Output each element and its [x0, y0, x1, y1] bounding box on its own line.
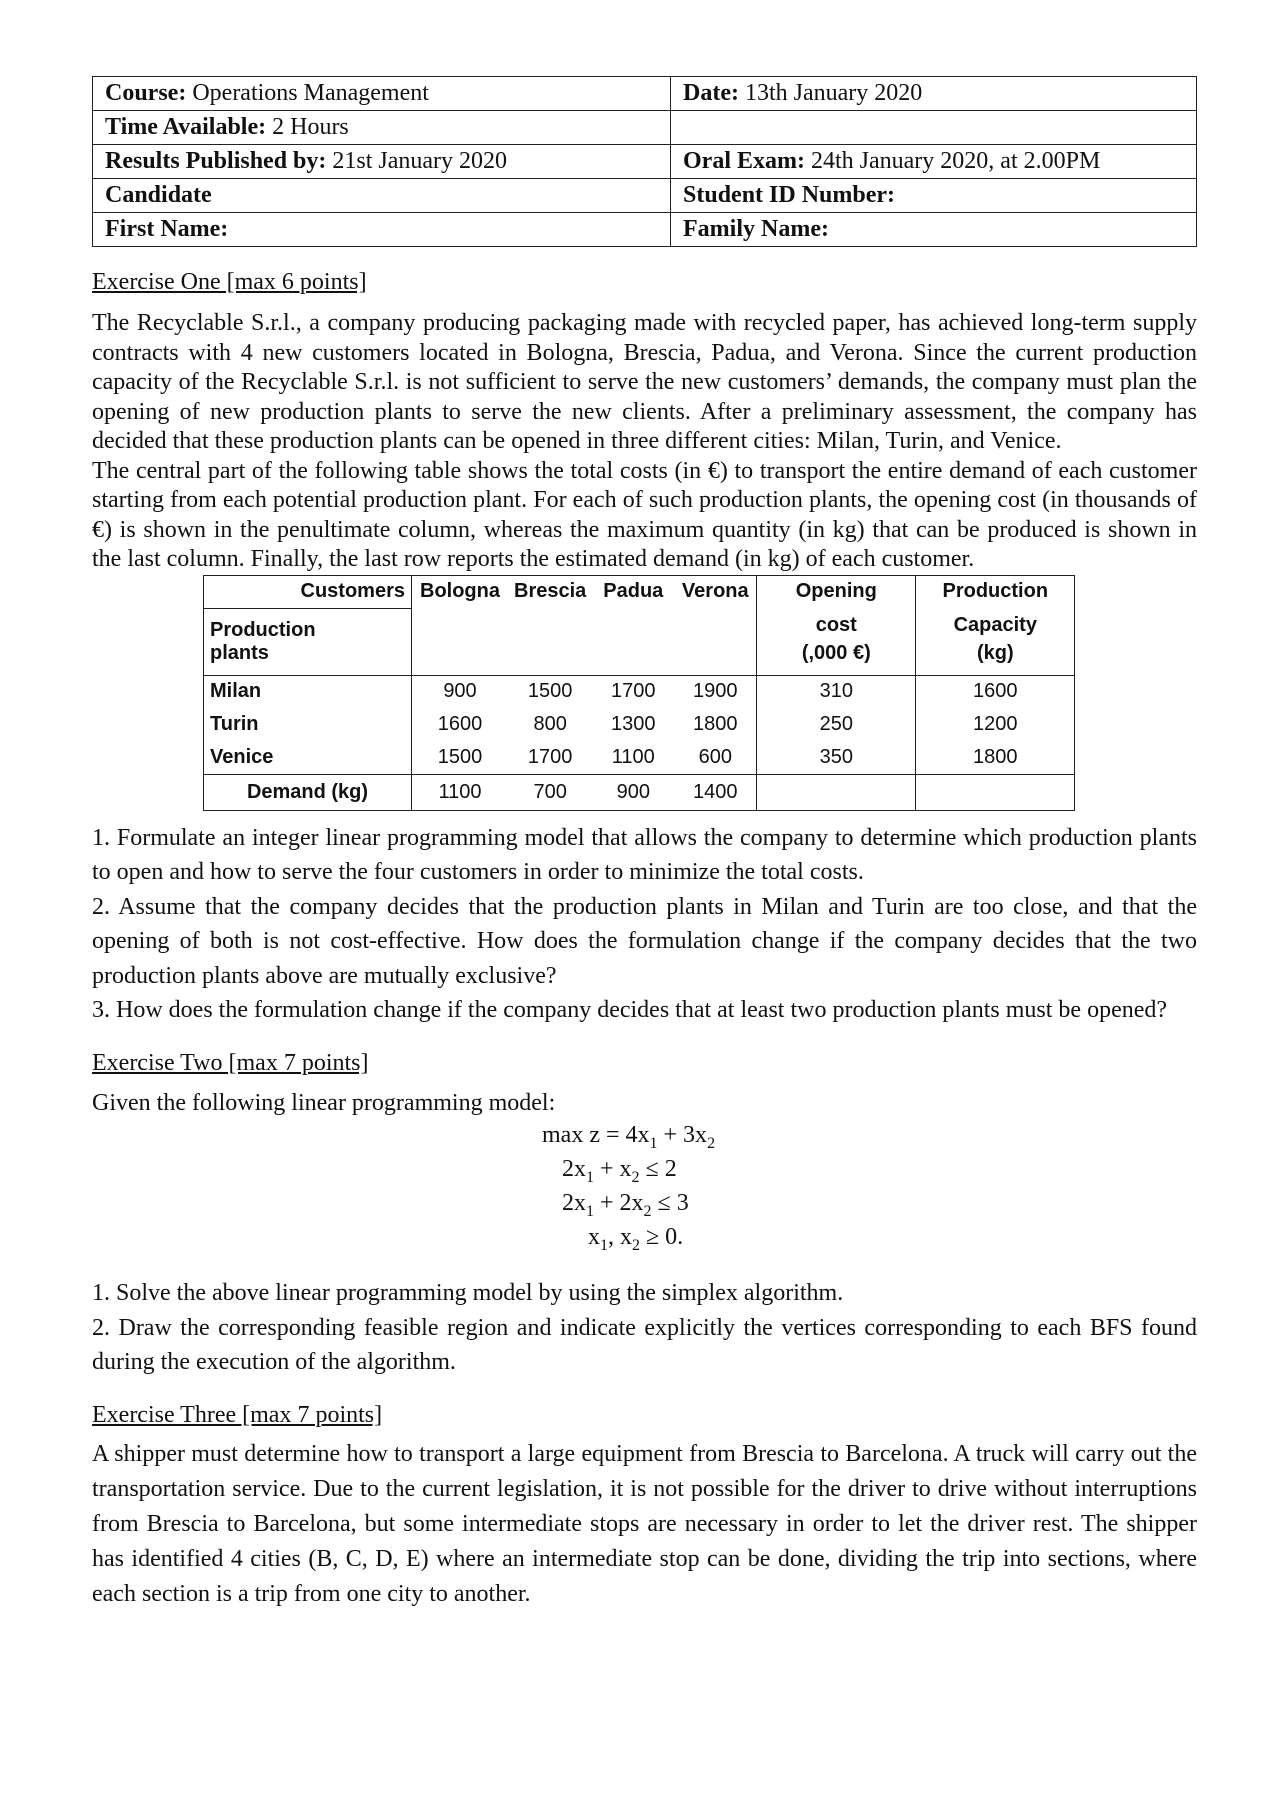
table-row	[204, 708, 1075, 741]
demand-label: Demand (kg)	[204, 774, 412, 810]
opening-cost-header-3: (,000 €)	[757, 642, 916, 675]
exercise-one-question-3: 3. How does the formulation change if the company decides that at least two production plants must be opened?	[92, 997, 1168, 1023]
capacity-header-1: Production	[916, 575, 1075, 608]
opening-cost-cell: 350	[757, 741, 916, 774]
student-id-cell: Student ID Number:	[671, 179, 1197, 213]
exercise-three-paragraph: A shipper must determine how to transport a large equipment from Brescia to Barcelona. A truck will carry out the transportation service. Due to the current legislation, it is not possible for the driver to drive without interruptions from Brescia to Barcelona, but some intermediate stops are necessary in order to let the driver rest. The shipper has identified 4 cities (B, C, D, E) where an intermediate stop can be done, dividing the trip into sections, where each section is a trip from one city to another.	[92, 1440, 1197, 1607]
customer-header: Brescia	[508, 575, 592, 608]
cost-cell: 1900	[674, 675, 757, 708]
exercise-one-paragraph-1: The Recyclable S.r.l., a company producing packaging made with recycled paper, has achieved long-term supply contracts with 4 new customers located in Bologna, Brescia, Padua, and Verona. Since the current production capacity of the Recyclable S.r.l. is not sufficient to serve the new customers’ demands, the company must plan the opening of new production plants to serve the new clients. After a preliminary assessment, the company has decided that these production plants can be opened in three different cities: Milan, Turin, and Venice.	[92, 310, 1197, 454]
customer-header: Padua	[592, 575, 674, 608]
capacity-cell: 1800	[916, 741, 1075, 774]
exercise-two-intro: Given the following linear programming model:	[92, 1089, 556, 1116]
cost-cell: 900	[412, 675, 509, 708]
candidate-cell: Candidate	[93, 179, 671, 213]
demand-cell: 700	[508, 774, 592, 810]
exercise-one-question-1: 1. Formulate an integer linear programming model that allows the company to determine which production plants to open and how to serve the four customers in order to minimize the total costs.	[92, 824, 1197, 885]
customers-header: Customers	[204, 575, 412, 608]
demand-cell: 1400	[674, 774, 757, 810]
exercise-one-question-2: 2. Assume that the company decides that the production plants in Milan and Turin are too close, and that the opening of both is not cost-effective. How does the formulation change if the company decides that the two production plants above are mutually exclusive?	[92, 893, 1197, 989]
course-cell: Course: Operations Management	[93, 77, 671, 111]
table-row	[204, 675, 1075, 708]
capacity-header-3: (kg)	[916, 642, 1075, 675]
plant-name: Venice	[204, 741, 412, 774]
first-name-cell: First Name:	[93, 213, 671, 247]
lp-model	[92, 1118, 1197, 1254]
cost-table	[203, 575, 1075, 811]
demand-cell: 900	[592, 774, 674, 810]
results-cell: Results Published by: 21st January 2020	[93, 145, 671, 179]
family-name-cell: Family Name:	[671, 213, 1197, 247]
oral-exam-cell: Oral Exam: 24th January 2020, at 2.00PM	[671, 145, 1197, 179]
plants-header-2: plants	[204, 642, 412, 675]
exercise-one-paragraph-2: The central part of the following table shows the total costs (in €) to transport the entire demand of each customer starting from each potential production plant. For each of such production plants, the opening cost (in thousands of €) is shown in the penultimate column, whereas the maximum quantity (in kg) that can be produced is shown in the last column. Finally, the last row reports the estimated demand (in kg) of each customer.	[92, 457, 1197, 572]
exercise-one-title: Exercise One [max 6 points]	[92, 269, 367, 295]
cost-cell: 1100	[592, 741, 674, 774]
non-negativity: $x_1$, $x_2 \ge 0$.	[588, 1224, 684, 1254]
exercise-two-title: Exercise Two [max 7 points]	[92, 1049, 369, 1076]
exercise-three-title: Exercise Three [max 7 points]	[92, 1401, 383, 1428]
cost-cell: 1800	[674, 708, 757, 741]
cost-cell: 800	[533, 713, 567, 735]
cost-cell: 1300	[611, 713, 656, 735]
constraint-2: $2x_1 + 2x_2 \le 3$	[562, 1190, 689, 1220]
demand-cell: 1100	[412, 774, 509, 810]
objective-function: $\max z = 4x_1 + 3x_2$	[542, 1122, 716, 1152]
opening-cost-header-2: cost	[757, 608, 916, 642]
plant-name: Milan	[204, 675, 412, 708]
header-table	[92, 76, 1197, 247]
constraint-1: $2x_1 + x_2 \le 2$	[562, 1156, 677, 1186]
capacity-cell: 1200	[916, 708, 1075, 741]
demand-row	[204, 774, 1075, 810]
exam-page	[92, 76, 1197, 1612]
cost-cell: 1500	[527, 680, 573, 703]
time-cell: Time Available: 2 Hours	[93, 111, 671, 145]
date-cell: Date: 13th January 2020	[671, 77, 1197, 111]
cost-cell: 1600	[412, 708, 509, 741]
cost-cell: 600	[674, 741, 757, 774]
customer-header: Bologna	[412, 575, 509, 608]
cost-cell: 1700	[508, 741, 592, 774]
table-row	[204, 741, 1075, 774]
exercise-two-question-1: 1. Solve the above linear programming model by using the simplex algorithm.	[92, 1280, 844, 1306]
empty-cell	[671, 111, 1197, 145]
plant-name: Turin	[204, 708, 412, 741]
capacity-cell: 1600	[916, 675, 1075, 708]
cost-cell: 1500	[412, 741, 509, 774]
exercise-two-question-2: 2. Draw the corresponding feasible region and indicate explicitly the vertices corresponding to each BFS found during the execution of the algorithm.	[92, 1314, 1197, 1375]
opening-cost-cell: 250	[757, 708, 916, 741]
cost-cell: 1700	[611, 680, 656, 703]
opening-cost-header-1: Opening	[757, 575, 916, 608]
plants-header-1: Production	[204, 608, 412, 642]
opening-cost-cell: 310	[757, 675, 916, 708]
customer-header: Verona	[674, 575, 757, 608]
capacity-header-2: Capacity	[916, 608, 1075, 642]
